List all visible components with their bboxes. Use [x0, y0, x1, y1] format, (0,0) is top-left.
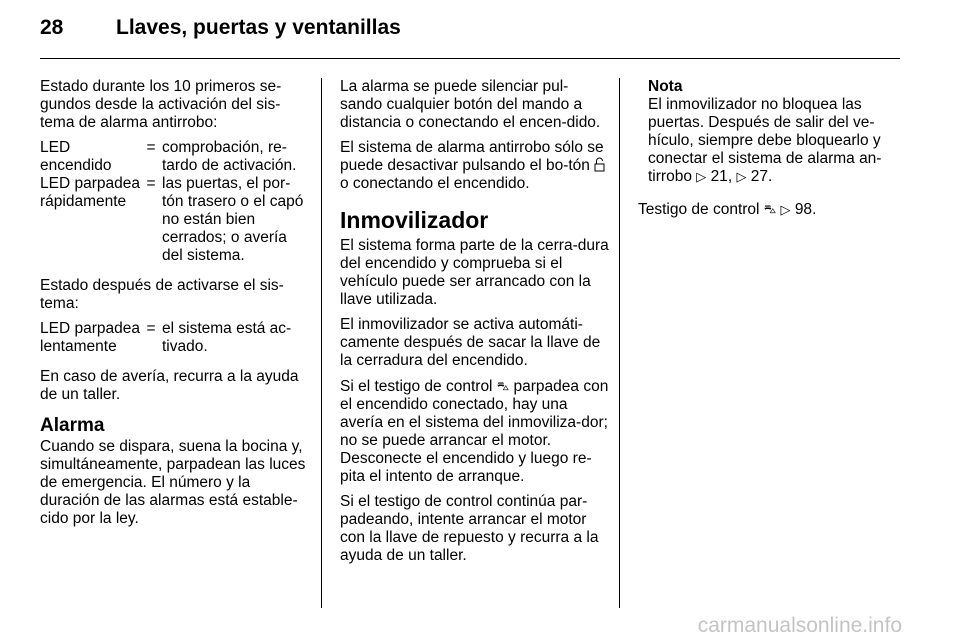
immobilizer-heading: Inmovilizador — [340, 207, 489, 233]
watermark: carmanualsonline.info — [697, 614, 902, 637]
arrow-icon: ▷ — [696, 169, 707, 184]
intro-paragraph: Estado durante los 10 primeros se-gundos desde la activación del sis-tema de alarma antirrobo: — [40, 78, 282, 131]
alarm-heading: Alarma — [40, 415, 105, 436]
page-reference[interactable]: 21 — [710, 168, 728, 185]
alarm-paragraph: Cuando se dispara, suena la bocina y, simultáneamente, parpadean las luces de emergencia. El número y la duración de las alarmas está estable-cido por la ley. — [40, 438, 306, 527]
deactivate-text-end: o conectando el encendido. — [340, 175, 530, 192]
car-key-icon: ⛍ — [496, 379, 510, 393]
note-box — [638, 78, 908, 186]
definition-description: comprobación, re-tardo de activación. — [162, 139, 297, 174]
definition-row — [40, 139, 308, 175]
failure-paragraph: En caso de avería, recurra a la ayuda de un taller. — [40, 368, 299, 403]
indicator-text: Testigo de control — [638, 201, 760, 218]
definition-table-1 — [40, 139, 308, 265]
column-1 — [40, 78, 308, 535]
column-divider-2 — [619, 78, 620, 608]
silence-paragraph: La alarma se puede silenciar pul-sando cualquier botón del mando a distancia o conectando el encen-dido. — [340, 78, 601, 131]
note-title: Nota — [648, 78, 683, 95]
intro-paragraph-2: Estado después de activarse el sis-tema: — [40, 277, 284, 312]
definition-term: LED encendido — [40, 139, 112, 174]
arrow-icon: ▷ — [736, 169, 747, 184]
definition-description: el sistema está ac-tivado. — [162, 320, 292, 355]
sentence-period: . — [812, 201, 817, 218]
equals-sign: = — [146, 139, 156, 156]
unlock-button-icon — [594, 157, 605, 172]
equals-sign: = — [146, 175, 156, 192]
warning-paragraph — [340, 377, 610, 486]
sentence-period: . — [768, 168, 773, 185]
column-2 — [340, 78, 610, 572]
page-reference[interactable]: 98 — [794, 201, 813, 218]
definition-row — [40, 175, 308, 265]
warning-text: Si el testigo de control — [340, 378, 493, 395]
indicator-paragraph — [638, 200, 908, 219]
page-header-title: Llaves, puertas y ventanillas — [116, 16, 401, 39]
immobilizer-activation-paragraph: El inmovilizador se activa automáti-camente después de sacar la llave de la cerradura del encendido. — [340, 316, 601, 369]
column-divider-1 — [321, 78, 322, 608]
definition-description: las puertas, el por-tón trasero o el capó no están bien cerrados; o avería del sistema. — [162, 175, 304, 264]
warning-text-end: parpadea con el encendido conectado, hay una avería en el sistema del inmoviliza-dor; no se puede arrancar el motor. Desconecte el encendido y luego re-pita el intento de arranque. — [340, 378, 609, 485]
definition-row — [40, 320, 308, 356]
note-text — [648, 96, 908, 186]
immobilizer-paragraph: El sistema forma parte de la cerra-dura del encendido y comprueba si el vehículo puede ser arrancado con la llave utilizada. — [340, 237, 609, 308]
page-reference[interactable]: 27 — [750, 168, 768, 185]
deactivate-text: El sistema de alarma antirrobo sólo se puede desactivar pulsando el bo-tón — [340, 139, 604, 174]
spare-key-paragraph: Si el testigo de control continúa par-padeando, intente arrancar el motor con la llave de repuesto y recurra a la ayuda de un taller. — [340, 493, 599, 564]
header-rule — [40, 58, 900, 59]
definition-term: LED parpadea lentamente — [40, 320, 140, 355]
page-number: 28 — [40, 16, 64, 39]
definition-term: LED parpadea rápidamente — [40, 175, 140, 210]
reference-separator: , — [727, 168, 733, 185]
arrow-icon: ▷ — [780, 202, 791, 217]
column-3 — [638, 78, 908, 226]
car-key-icon: ⛍ — [763, 202, 777, 216]
definition-table-2 — [40, 320, 308, 356]
deactivate-paragraph — [340, 139, 610, 193]
note-body: El inmovilizador no bloquea las puertas. Después de salir del ve-hículo, siempre debe bloquearlo y conectar el sistema de alarma an-tirrobo — [648, 96, 882, 185]
equals-sign: = — [146, 320, 156, 337]
